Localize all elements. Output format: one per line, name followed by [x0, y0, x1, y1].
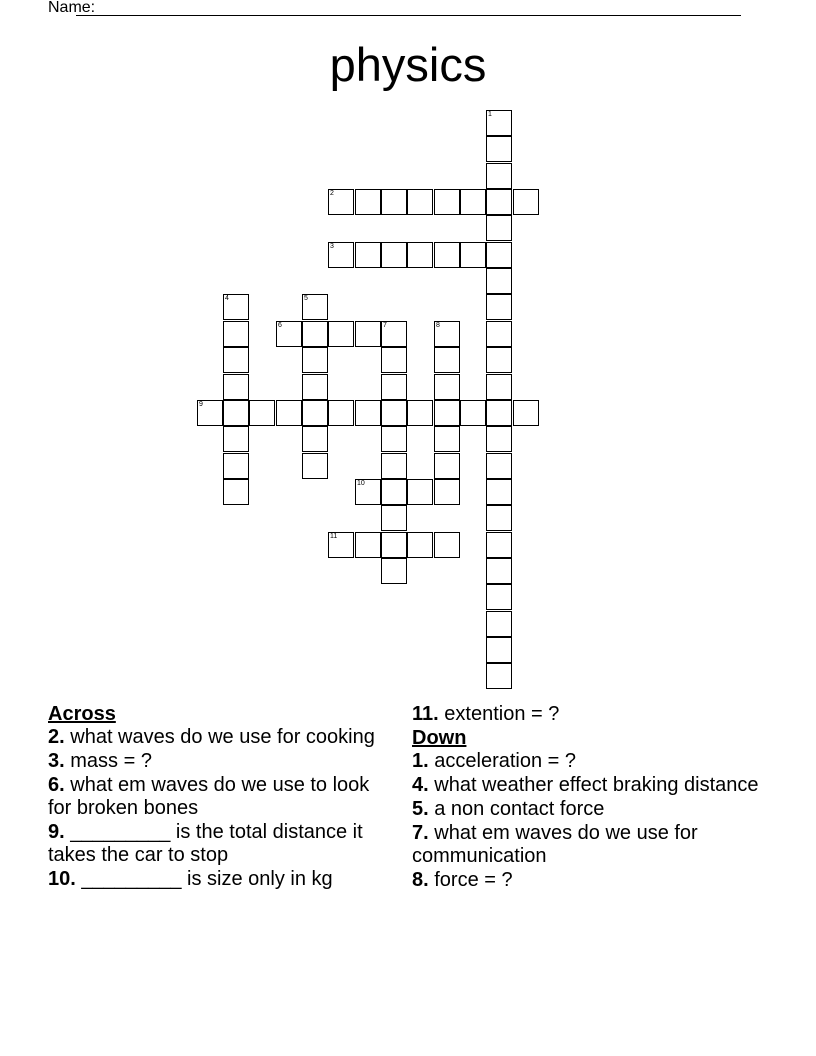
- grid-cell[interactable]: [249, 400, 275, 426]
- grid-cell[interactable]: [486, 663, 512, 689]
- grid-cell[interactable]: [460, 189, 486, 215]
- grid-cell[interactable]: [434, 242, 460, 268]
- grid-cell[interactable]: [486, 110, 512, 136]
- grid-cell[interactable]: [486, 321, 512, 347]
- clue-number: 3.: [48, 750, 65, 772]
- grid-cell[interactable]: [486, 268, 512, 294]
- grid-cell[interactable]: [223, 400, 249, 426]
- grid-cell[interactable]: [302, 294, 328, 320]
- page-title: physics: [329, 38, 487, 91]
- grid-cell[interactable]: [486, 637, 512, 663]
- grid-cell[interactable]: [486, 242, 512, 268]
- grid-cell[interactable]: [486, 611, 512, 637]
- grid-cell[interactable]: [486, 163, 512, 189]
- clue-number: 4.: [412, 774, 429, 796]
- grid-cell[interactable]: [302, 453, 328, 479]
- grid-cell[interactable]: [407, 479, 433, 505]
- clue-down-4: [412, 774, 772, 797]
- grid-cell[interactable]: [223, 374, 249, 400]
- clue-down-5: [412, 798, 772, 821]
- grid-cell[interactable]: [381, 374, 407, 400]
- grid-cell[interactable]: [381, 479, 407, 505]
- grid-cell[interactable]: [434, 321, 460, 347]
- grid-cell[interactable]: [197, 400, 223, 426]
- cell-number: 6: [278, 322, 282, 329]
- grid-cell[interactable]: [434, 400, 460, 426]
- grid-cell[interactable]: [486, 374, 512, 400]
- grid-cell[interactable]: [302, 374, 328, 400]
- clue-text: extention = ?: [444, 703, 560, 725]
- clue-number: 7.: [412, 822, 429, 844]
- grid-cell[interactable]: [486, 136, 512, 162]
- grid-cell[interactable]: [328, 400, 354, 426]
- grid-cell[interactable]: [407, 532, 433, 558]
- cell-number: 1: [488, 111, 492, 118]
- clue-number: 2.: [48, 726, 65, 748]
- clue-number: 9.: [48, 821, 65, 843]
- grid-cell[interactable]: [381, 453, 407, 479]
- grid-cell[interactable]: [381, 189, 407, 215]
- grid-cell[interactable]: [223, 479, 249, 505]
- clue-number: 1.: [412, 750, 429, 772]
- clue-number: 10.: [48, 868, 76, 890]
- grid-cell[interactable]: [328, 532, 354, 558]
- grid-cell[interactable]: [486, 426, 512, 452]
- cell-number: 7: [383, 322, 387, 329]
- grid-cell[interactable]: [381, 505, 407, 531]
- grid-cell[interactable]: [434, 453, 460, 479]
- grid-cell[interactable]: [381, 558, 407, 584]
- clue-across-2: [48, 726, 393, 749]
- cell-number: 9: [199, 401, 203, 408]
- grid-cell[interactable]: [328, 242, 354, 268]
- grid-cell[interactable]: [486, 479, 512, 505]
- name-label: Name:: [48, 0, 96, 16]
- grid-cell[interactable]: [302, 426, 328, 452]
- grid-cell[interactable]: [223, 294, 249, 320]
- grid-cell[interactable]: [486, 558, 512, 584]
- grid-cell[interactable]: [381, 321, 407, 347]
- cell-number: 11: [330, 533, 338, 540]
- grid-cell[interactable]: [355, 321, 381, 347]
- grid-cell[interactable]: [223, 347, 249, 373]
- grid-cell[interactable]: [486, 505, 512, 531]
- grid-cell[interactable]: [328, 189, 354, 215]
- grid-cell[interactable]: [302, 347, 328, 373]
- grid-cell[interactable]: [355, 532, 381, 558]
- grid-cell[interactable]: [434, 189, 460, 215]
- clue-text: what waves do we use for cooking: [70, 726, 375, 748]
- grid-cell[interactable]: [223, 453, 249, 479]
- grid-cell[interactable]: [486, 400, 512, 426]
- grid-cell[interactable]: [513, 189, 539, 215]
- grid-cell[interactable]: [460, 242, 486, 268]
- grid-cell[interactable]: [434, 374, 460, 400]
- down-heading: Down: [412, 727, 467, 749]
- clue-across-10: [48, 868, 393, 891]
- clue-text: what em waves do we use for communication: [412, 822, 698, 867]
- cell-number: 2: [330, 190, 334, 197]
- grid-cell[interactable]: [486, 584, 512, 610]
- across-heading: Across: [48, 703, 116, 725]
- cell-number: 10: [357, 480, 365, 487]
- clue-across-11: [412, 703, 772, 726]
- clue-text: _________ is the total distance it takes the car to stop: [48, 821, 363, 866]
- grid-cell[interactable]: [486, 294, 512, 320]
- clue-text: what em waves do we use to look for broken bones: [48, 774, 370, 819]
- clue-text: acceleration = ?: [434, 750, 577, 772]
- clue-number: 6.: [48, 774, 65, 796]
- grid-cell[interactable]: [223, 426, 249, 452]
- grid-cell[interactable]: [486, 189, 512, 215]
- clues-right-column: [412, 703, 772, 893]
- clue-down-7: [412, 822, 772, 868]
- grid-cell[interactable]: [381, 532, 407, 558]
- grid-cell[interactable]: [223, 321, 249, 347]
- grid-cell[interactable]: [381, 347, 407, 373]
- cell-number: 4: [225, 295, 229, 302]
- clue-across-9: [48, 821, 393, 867]
- grid-cell[interactable]: [328, 321, 354, 347]
- grid-cell[interactable]: [276, 321, 302, 347]
- clue-down-8: [412, 869, 772, 892]
- grid-cell[interactable]: [355, 400, 381, 426]
- grid-cell[interactable]: [434, 532, 460, 558]
- grid-cell[interactable]: [407, 400, 433, 426]
- grid-cell[interactable]: [355, 189, 381, 215]
- cell-number: 5: [304, 295, 308, 302]
- grid-cell[interactable]: [486, 453, 512, 479]
- grid-cell[interactable]: [302, 400, 328, 426]
- grid-cell[interactable]: [381, 400, 407, 426]
- clues-left-column: [48, 703, 393, 892]
- grid-cell[interactable]: [407, 242, 433, 268]
- clue-down-1: [412, 750, 772, 773]
- grid-cell[interactable]: [355, 479, 381, 505]
- grid-cell[interactable]: [434, 426, 460, 452]
- grid-cell[interactable]: [513, 400, 539, 426]
- grid-cell[interactable]: [381, 426, 407, 452]
- grid-cell[interactable]: [486, 347, 512, 373]
- grid-cell[interactable]: [407, 189, 433, 215]
- grid-cell[interactable]: [302, 321, 328, 347]
- grid-cell[interactable]: [276, 400, 302, 426]
- grid-cell[interactable]: [381, 242, 407, 268]
- clue-text: a non contact force: [434, 798, 605, 820]
- clue-text: mass = ?: [70, 750, 152, 772]
- grid-cell[interactable]: [486, 532, 512, 558]
- grid-cell[interactable]: [434, 347, 460, 373]
- grid-cell[interactable]: [434, 479, 460, 505]
- grid-cell[interactable]: [460, 400, 486, 426]
- clue-number: 11.: [412, 703, 439, 725]
- clue-number: 5.: [412, 798, 429, 820]
- grid-cell[interactable]: [355, 242, 381, 268]
- clue-across-6: [48, 774, 393, 820]
- clue-number: 8.: [412, 869, 429, 891]
- clue-text: force = ?: [434, 869, 513, 891]
- grid-cell[interactable]: [486, 215, 512, 241]
- clue-text: what weather effect braking distance: [434, 774, 759, 796]
- clue-across-3: [48, 750, 393, 773]
- clue-text: _________ is size only in kg: [81, 868, 333, 890]
- cell-number: 8: [436, 322, 440, 329]
- cell-number: 3: [330, 243, 334, 250]
